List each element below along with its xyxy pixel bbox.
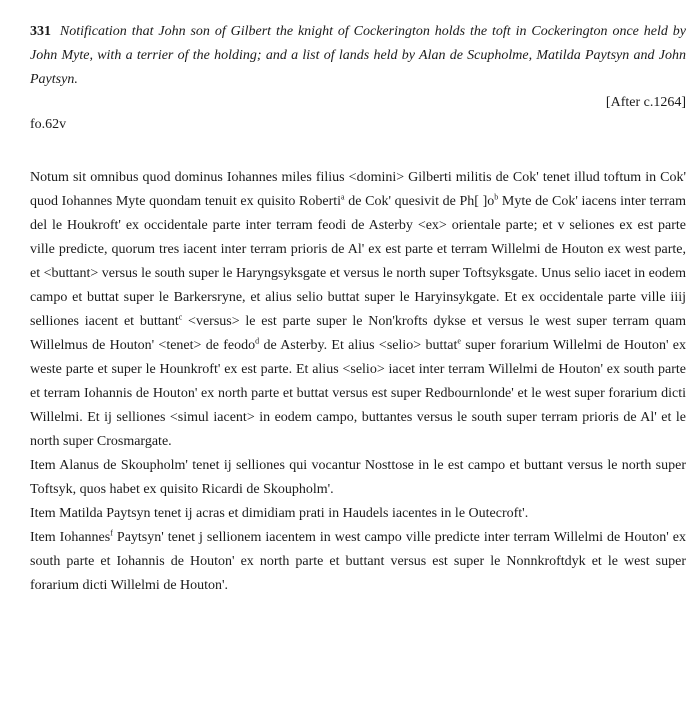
text-segment: de Cok' quesivit de Ph[ ]o bbox=[344, 194, 495, 209]
text-segment: Paytsyn' tenet j sellionem iacentem in west campo ville predicte inter terram Willelmi de Houton' ex south parte et Iohannis de Houton' ex north parte et buttant versus est super le Nonnkroftdyk et le west super forarium dicti Willelmi de Houton'. bbox=[30, 530, 686, 593]
paragraph-matilda: Item Matilda Paytsyn tenet ij acras et dimidiam prati in Haudels iacentes in le Outecroft'. bbox=[30, 506, 529, 521]
transcription-body bbox=[30, 166, 686, 598]
entry-date: [After c.1264] bbox=[605, 95, 686, 110]
text-segment: super forarium Willelmi de Houton' ex weste parte et super le Hounkroft' ex est parte. Et alius <selio> iacet inter terram Willelmi de Houton' ex south parte et terram Iohannis de Houton' ex north parte et buttat versus est super Redbournlonde' et le west super forarium dicti Willelmi. Et ij selliones <simul iacent> in eodem campo, buttantes versus le south super terram prioris de Al' et le north super Crosmargate. bbox=[30, 338, 686, 449]
text-segment: Notum sit omnibus quod dominus Iohannes miles filius <domini> Gilberti militis de Cok' tenet illud toftum in Cok' quod Iohannes Myte quondam tenuit ex quisito Roberti bbox=[30, 170, 686, 209]
footnote-marker: f bbox=[110, 528, 113, 538]
footnote-marker: b bbox=[494, 192, 499, 202]
entry-heading bbox=[30, 20, 686, 92]
text-segment: <versus> le est parte super le Non'krofts dykse et versus le west super terram quam Willelmus de Houton' <tenet> de feodo bbox=[30, 314, 687, 353]
footnote-marker: c bbox=[178, 312, 183, 322]
footnote-marker: e bbox=[457, 336, 461, 346]
document-page bbox=[30, 20, 686, 598]
entry-number: 331 bbox=[30, 24, 51, 39]
folio-reference: fo.62v bbox=[30, 117, 67, 132]
text-segment: de Asterby. Et alius <selio> buttat bbox=[259, 338, 458, 353]
footnote-marker: a bbox=[341, 192, 345, 202]
text-segment: Myte de Cok' iacens inter terram del le Houkroft' ex occidentale parte inter terram feodi de Asterby <ex> orientale parte; et v seliones ex est parte ville predicte, quorum tres iacent inter terram prioris de Al' ex est parte et terram Willelmi de Houton ex west parte, et <buttant> versus le south super le Haryngsyksgate et versus le north super Toftsyksgate. Unus selio iacet in eodem campo et buttat super le Barkersryne, et alius selio buttat super le Haryinsykgate. Et ex occidentale parte ville iiij selliones iacent et buttant bbox=[30, 194, 687, 329]
text-segment: Item Iohannes bbox=[30, 530, 111, 545]
paragraph-iohannes bbox=[30, 526, 686, 598]
footnote-marker: d bbox=[255, 336, 260, 346]
paragraph-alanus: Item Alanus de Skoupholm' tenet ij selliones qui vocantur Nosttose in le est campo et buttant versus le north super Toftsyk, quos habet ex quisito Ricardi de Skoupholm'. bbox=[30, 458, 686, 497]
entry-title: Notification that John son of Gilbert the knight of Cockerington holds the toft in Cockerington once held by John Myte, with a terrier of the holding; and a list of lands held by Alan de Scupholme, Matilda Paytsyn and John Paytsyn. bbox=[30, 24, 687, 87]
paragraph-main bbox=[30, 166, 686, 454]
